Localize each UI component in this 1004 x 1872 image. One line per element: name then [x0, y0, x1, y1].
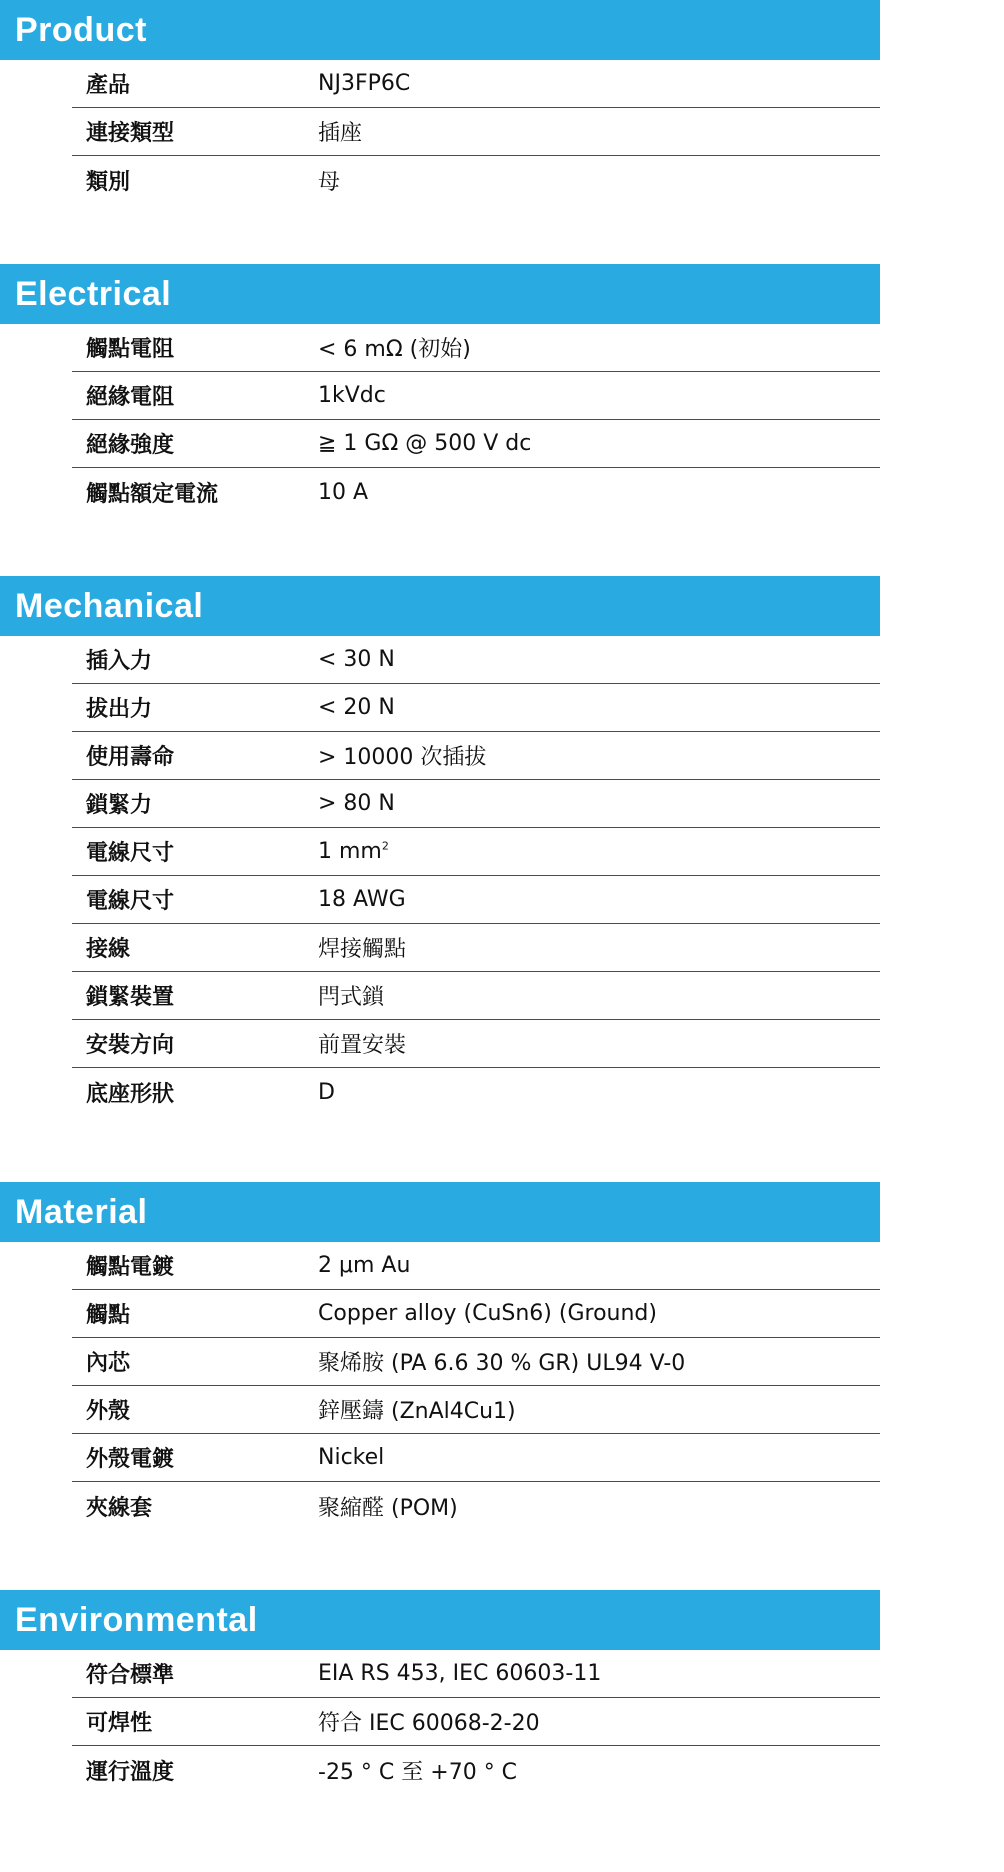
spec-table-material [72, 1242, 880, 1530]
spec-value: 1kVdc [318, 383, 386, 408]
spec-label: 觸點電鍍 [86, 1255, 175, 1280]
table-row [72, 636, 880, 684]
table-row [72, 60, 880, 108]
table-row [72, 1068, 880, 1116]
section-header-environmental: Environmental [0, 1590, 880, 1650]
spec-value [318, 839, 880, 864]
table-row [72, 1482, 880, 1530]
spec-label: 觸點電阻 [86, 337, 175, 362]
spec-value: Copper alloy (CuSn6) (Ground) [318, 1301, 657, 1326]
table-row [72, 1434, 880, 1482]
spec-label: 觸點額定電流 [86, 481, 219, 507]
spec-label: 外殼電鍍 [86, 1447, 175, 1472]
spec-table-mechanical [72, 636, 880, 1116]
spec-label: 電線尺寸 [86, 841, 175, 866]
superscript: 2 [381, 839, 389, 853]
spec-label: 產品 [86, 73, 131, 98]
table-row [72, 876, 880, 924]
section-header-material: Material [0, 1182, 880, 1242]
table-row [72, 780, 880, 828]
table-row [72, 1338, 880, 1386]
section-material [0, 1182, 1004, 1530]
spec-value: 聚縮醛 (POM) [318, 1495, 458, 1521]
table-row [72, 684, 880, 732]
spec-label: 電線尺寸 [86, 889, 175, 914]
table-row [72, 828, 880, 876]
section-header-product: Product [0, 0, 880, 60]
spec-value: 10 A [318, 479, 369, 505]
spec-label: 鎖緊裝置 [86, 985, 175, 1010]
spec-value: > 10000 次插拔 [318, 745, 487, 770]
spec-value-text: 1 mm [318, 839, 382, 864]
table-row [72, 156, 880, 204]
spec-label: 連接類型 [86, 121, 175, 146]
spec-label: 安裝方向 [86, 1033, 175, 1058]
spec-value: 母 [318, 169, 341, 195]
table-row [72, 1698, 880, 1746]
table-row [72, 1386, 880, 1434]
spec-value: 閂式鎖 [318, 985, 385, 1010]
spec-value: ≧ 1 GΩ @ 500 V dc [318, 431, 532, 456]
table-row [72, 1242, 880, 1290]
spec-table-environmental [72, 1650, 880, 1794]
spec-value: 2 μm Au [318, 1253, 411, 1278]
spec-value: EIA RS 453, IEC 60603-11 [318, 1661, 602, 1686]
section-product [0, 0, 1004, 204]
table-row [72, 1020, 880, 1068]
spec-label: 接線 [86, 937, 131, 962]
spec-value: 聚烯胺 (PA 6.6 30 % GR) UL94 V-0 [318, 1351, 686, 1376]
spec-label: 符合標準 [86, 1663, 175, 1688]
spec-value: D [318, 1079, 335, 1105]
spec-label: 內芯 [86, 1351, 131, 1376]
table-row [72, 972, 880, 1020]
table-row [72, 1650, 880, 1698]
table-row [72, 324, 880, 372]
spec-table-product [72, 60, 880, 204]
spec-value: 插座 [318, 121, 363, 146]
section-mechanical [0, 576, 1004, 1116]
spec-table-electrical [72, 324, 880, 516]
table-row [72, 924, 880, 972]
table-row [72, 732, 880, 780]
spec-label: 底座形狀 [86, 1081, 175, 1107]
spec-label: 觸點 [86, 1303, 131, 1328]
spec-label: 類別 [86, 169, 131, 195]
spec-value: 鋅壓鑄 (ZnAl4Cu1) [318, 1399, 516, 1424]
table-row [72, 1746, 880, 1794]
spec-label: 使用壽命 [86, 745, 175, 770]
spec-value: < 20 N [318, 695, 395, 720]
spec-value: 符合 IEC 60068-2-20 [318, 1711, 540, 1736]
table-row [72, 372, 880, 420]
spec-label: 運行溫度 [86, 1759, 175, 1785]
spec-value: NJ3FP6C [318, 71, 411, 96]
table-row [72, 108, 880, 156]
section-header-electrical: Electrical [0, 264, 880, 324]
spec-value: -25 ° C 至 +70 ° C [318, 1759, 518, 1785]
spec-label: 夾線套 [86, 1495, 153, 1521]
table-row [72, 1290, 880, 1338]
spec-label: 可焊性 [86, 1711, 153, 1736]
section-header-mechanical: Mechanical [0, 576, 880, 636]
spec-value: Nickel [318, 1445, 385, 1470]
spec-value: < 30 N [318, 647, 395, 672]
spec-label: 外殼 [86, 1399, 131, 1424]
section-environmental [0, 1590, 1004, 1794]
spec-label: 拔出力 [86, 697, 153, 722]
spec-label: 絕緣強度 [86, 433, 175, 458]
spec-label: 鎖緊力 [86, 793, 153, 818]
table-row [72, 468, 880, 516]
spec-label: 絕緣電阻 [86, 385, 175, 410]
spec-value: 18 AWG [318, 887, 406, 912]
section-electrical [0, 264, 1004, 516]
spec-value: < 6 mΩ (初始) [318, 337, 471, 362]
table-row [72, 420, 880, 468]
spec-label: 插入力 [86, 649, 153, 674]
spec-value: > 80 N [318, 791, 395, 816]
spec-value: 前置安裝 [318, 1033, 407, 1058]
spec-value: 焊接觸點 [318, 937, 407, 962]
